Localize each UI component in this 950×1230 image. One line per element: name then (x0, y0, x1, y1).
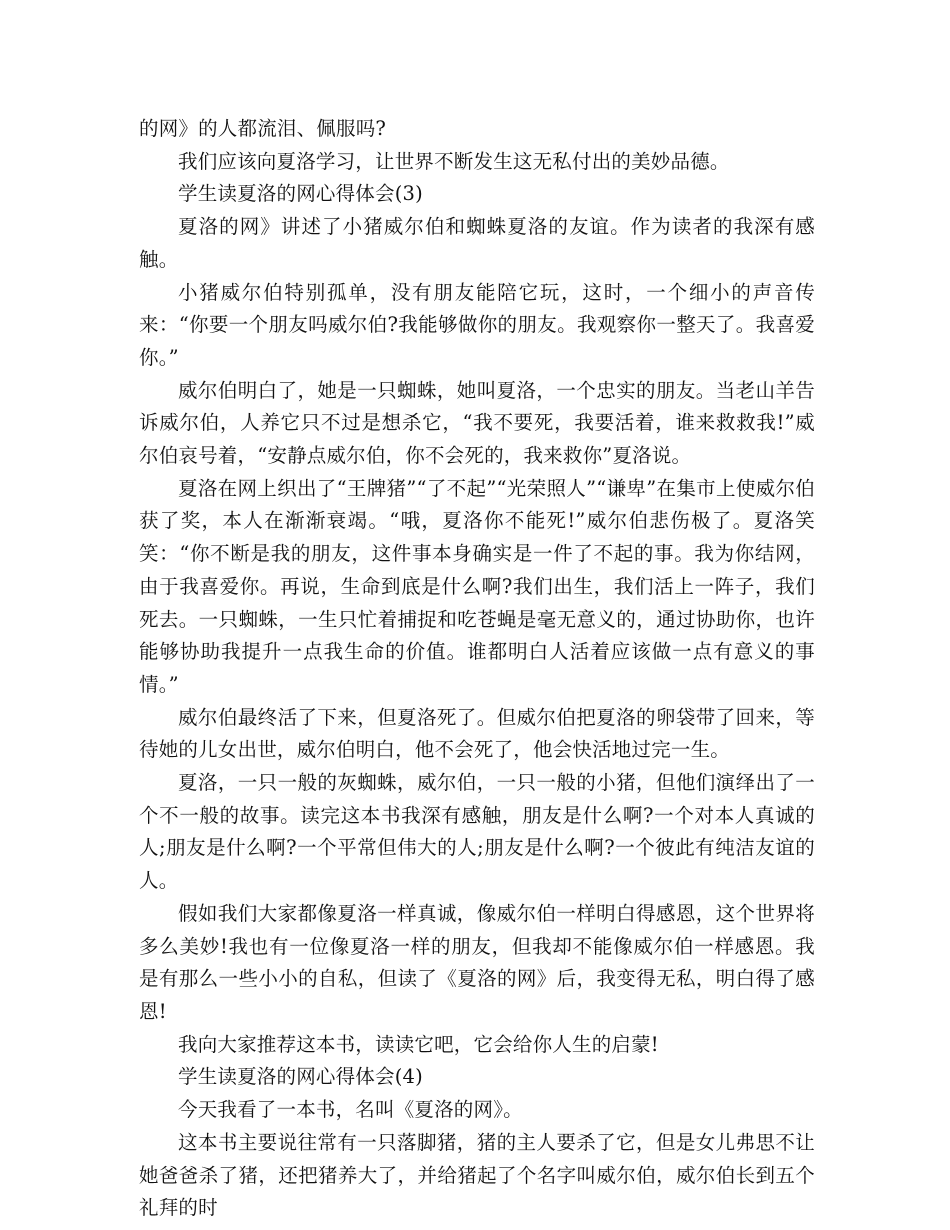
document-body (139, 113, 815, 1225)
paragraph-4: 夏洛的网》讲述了小猪威尔伯和蜘蛛夏洛的友谊。作为读者的我深有感触。 (139, 215, 815, 271)
paragraph-5: 小猪威尔伯特别孤单，没有朋友能陪它玩，这时，一个细小的声音传来：“你要一个朋友吗威尔伯?我能够做你的朋友。我观察你一整天了。我喜爱你。” (139, 280, 815, 369)
section-heading-3: 学生读夏洛的网心得体会(3) (178, 182, 423, 206)
paragraph-14: 这本书主要说往常有一只落脚猪，猪的主人要杀了它，但是女儿弗思不让她爸爸杀了猪，还把猪养大了，并给猪起了个名字叫威尔伯，威尔伯长到五个礼拜的时 (139, 1130, 815, 1220)
paragraph-8: 威尔伯最终活了下来，但夏洛死了。但威尔伯把夏洛的卵袋带了回来，等待她的儿女出世，威尔伯明白，他不会死了，他会快活地过完一生。 (139, 705, 815, 762)
paragraph-11: 我向大家推荐这本书，读读它吧，它会给你人生的启蒙! (178, 1032, 659, 1056)
paragraph-13: 今天我看了一本书，名叫《夏洛的网》。 (178, 1098, 523, 1122)
section-heading-4: 学生读夏洛的网心得体会(4) (178, 1065, 423, 1089)
paragraph-10: 假如我们大家都像夏洛一样真诚，像威尔伯一样明白得感恩，这个世界将多么美妙!我也有一位像夏洛一样的朋友，但我却不能像威尔伯一样感恩。我是有那么一些小小的自私，但读了《夏洛的网》后，我变得无私，明白得了感恩! (139, 901, 815, 1023)
paragraph-9: 夏洛，一只一般的灰蜘蛛，威尔伯，一只一般的小猪，但他们演绎出了一个不一般的故事。读完这本书我深有感触，朋友是什么啊?一个对本人真诚的人;朋友是什么啊?一个平常但伟大的人;朋友是什么啊?一个彼此有纯洁友谊的人。 (139, 771, 815, 893)
paragraph-6: 威尔伯明白了，她是一只蜘蛛，她叫夏洛，一个忠实的朋友。当老山羊告诉威尔伯，人养它只不过是想杀它，“我不要死，我要活着，谁来救救我!”威尔伯哀号着，“安静点威尔伯，你不会死的，我来救你”夏洛说。 (139, 378, 815, 468)
paragraph-2: 我们应该向夏洛学习，让世界不断发生这无私付出的美妙品德。 (178, 149, 730, 173)
paragraph-7: 夏洛在网上织出了“王牌猪”“了不起”“光荣照人”“谦卑”在集市上使威尔伯获了奖，本人在渐渐衰竭。“哦，夏洛你不能死!”威尔伯悲伤极了。夏洛笑笑：“你不断是我的朋友，这件事本身确实是一件了不起的事。我为你结网，由于我喜爱你。再说，生命到底是什么啊?我们出生，我们活上一阵子，我们死去。一只蜘蛛，一生只忙着捕捉和吃苍蝇是毫无意义的，通过协助你，也许能够协助我提升一点我生命的价值。谁都明白人活着应该做一点有意义的事情。” (139, 476, 815, 696)
paragraph-1: 的网》的人都流泪、佩服吗? (139, 117, 387, 140)
